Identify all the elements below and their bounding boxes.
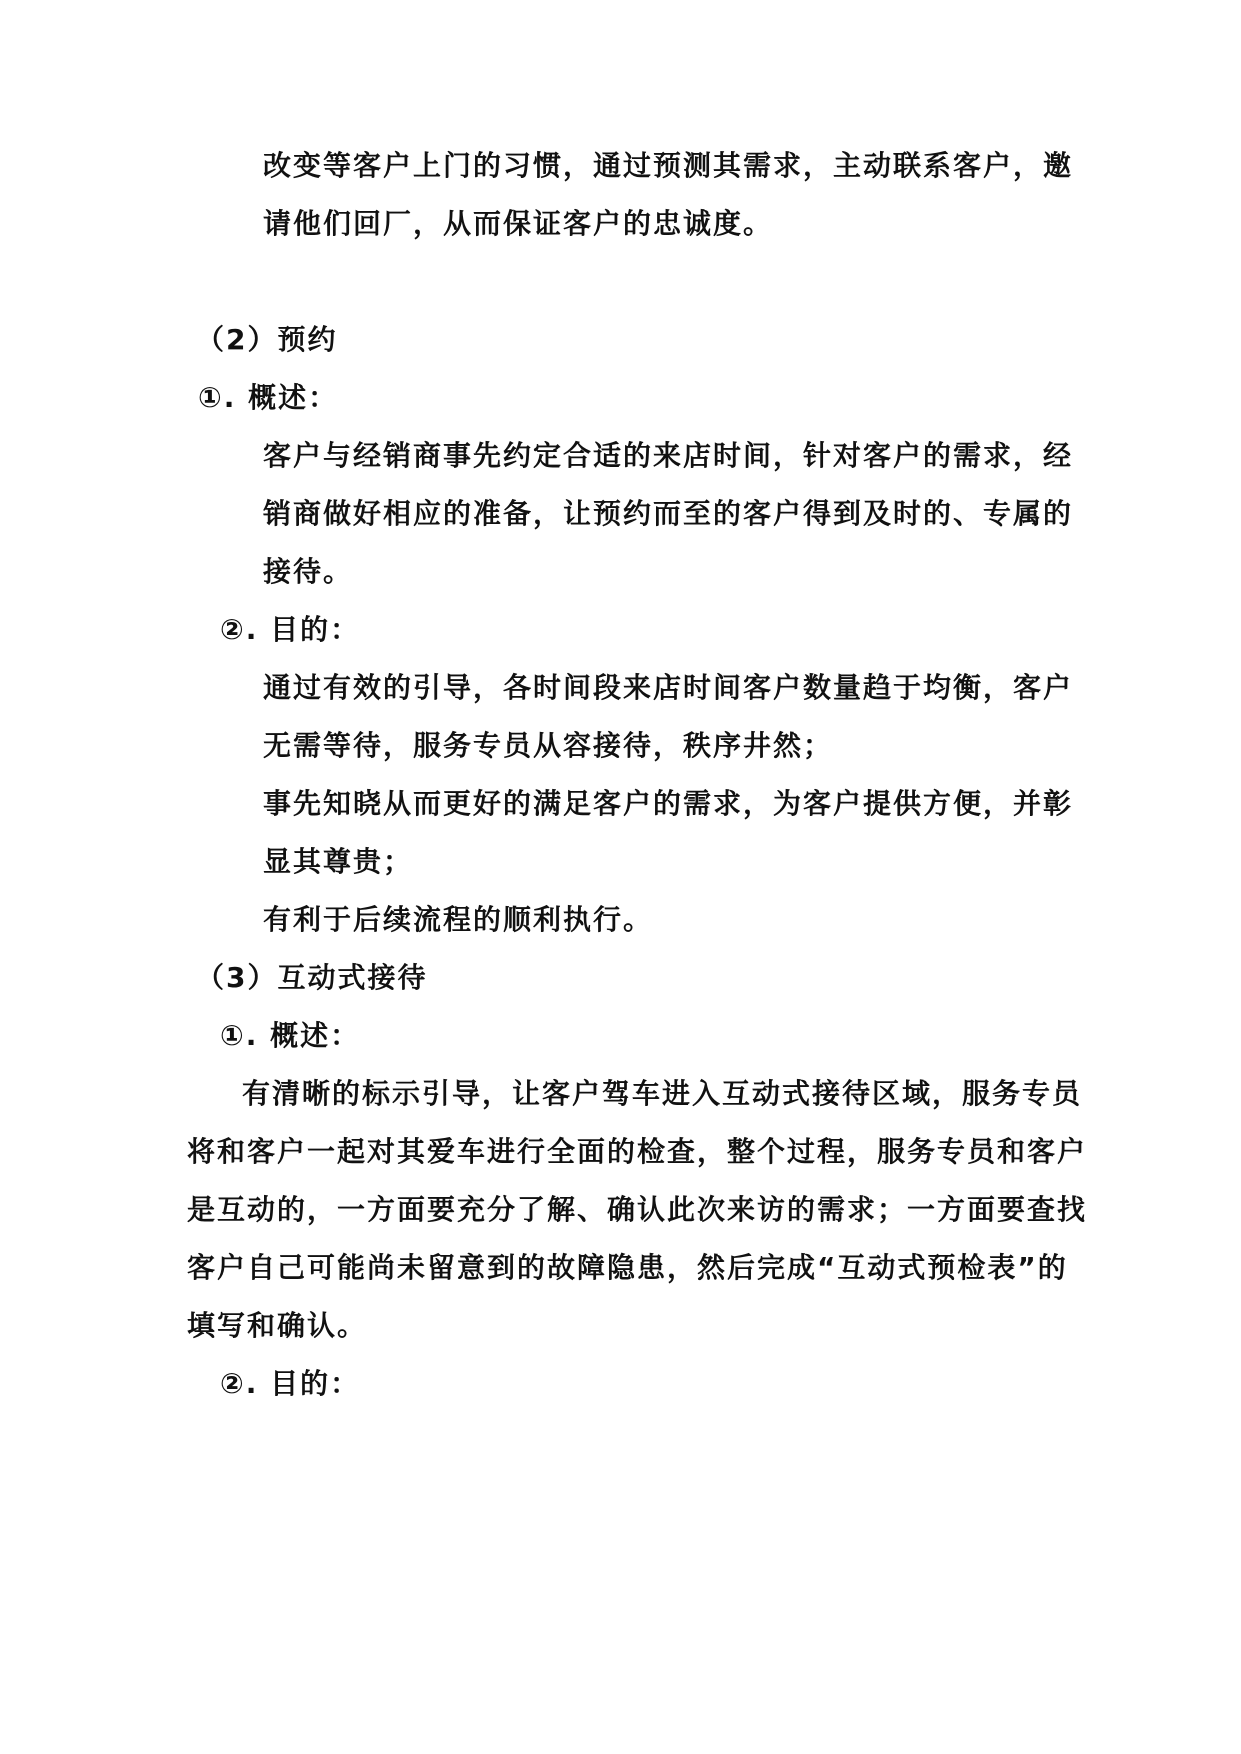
section-2-purpose-line-5: 有利于后续流程的顺利执行。 xyxy=(263,903,654,936)
section-3-overview-line-3: 是互动的，一方面要充分了解、确认此次来访的需求；一方面要查找 xyxy=(187,1193,1088,1226)
section-3-overview-label: ①. 概述： xyxy=(220,1019,361,1052)
section-2-purpose-label: ②. 目的： xyxy=(220,613,361,646)
section-2-heading: （2）预约 xyxy=(196,323,338,356)
intro-line-1: 改变等客户上门的习惯，通过预测其需求，主动联系客户，邀 xyxy=(263,149,1074,182)
section-2-purpose-line-2: 无需等待，服务专员从容接待，秩序井然； xyxy=(263,729,834,762)
section-2-purpose-line-1: 通过有效的引导，各时间段来店时间客户数量趋于均衡，客户 xyxy=(263,671,1074,704)
section-2-overview-label: ①. 概述： xyxy=(198,381,339,414)
section-3-overview-line-2: 将和客户一起对其爱车进行全面的检查，整个过程，服务专员和客户 xyxy=(187,1135,1088,1168)
intro-line-2: 请他们回厂，从而保证客户的忠诚度。 xyxy=(263,207,774,240)
section-3-overview-line-4: 客户自己可能尚未留意到的故障隐患，然后完成“互动式预检表”的 xyxy=(187,1251,1068,1284)
section-2-overview-line-1: 客户与经销商事先约定合适的来店时间，针对客户的需求，经 xyxy=(263,439,1074,472)
section-2-purpose-line-3: 事先知晓从而更好的满足客户的需求，为客户提供方便，并彰 xyxy=(263,787,1074,820)
section-2-overview-line-2: 销商做好相应的准备，让预约而至的客户得到及时的、专属的 xyxy=(263,497,1074,530)
section-3-overview-line-1: 有清晰的标示引导，让客户驾车进入互动式接待区域，服务专员 xyxy=(242,1077,1083,1110)
section-2-overview-line-3: 接待。 xyxy=(263,555,354,588)
section-2-purpose-line-4: 显其尊贵； xyxy=(263,845,414,878)
section-3-heading: （3）互动式接待 xyxy=(196,961,428,994)
section-3-overview-line-5: 填写和确认。 xyxy=(187,1309,368,1342)
section-3-purpose-label: ②. 目的： xyxy=(220,1367,361,1400)
